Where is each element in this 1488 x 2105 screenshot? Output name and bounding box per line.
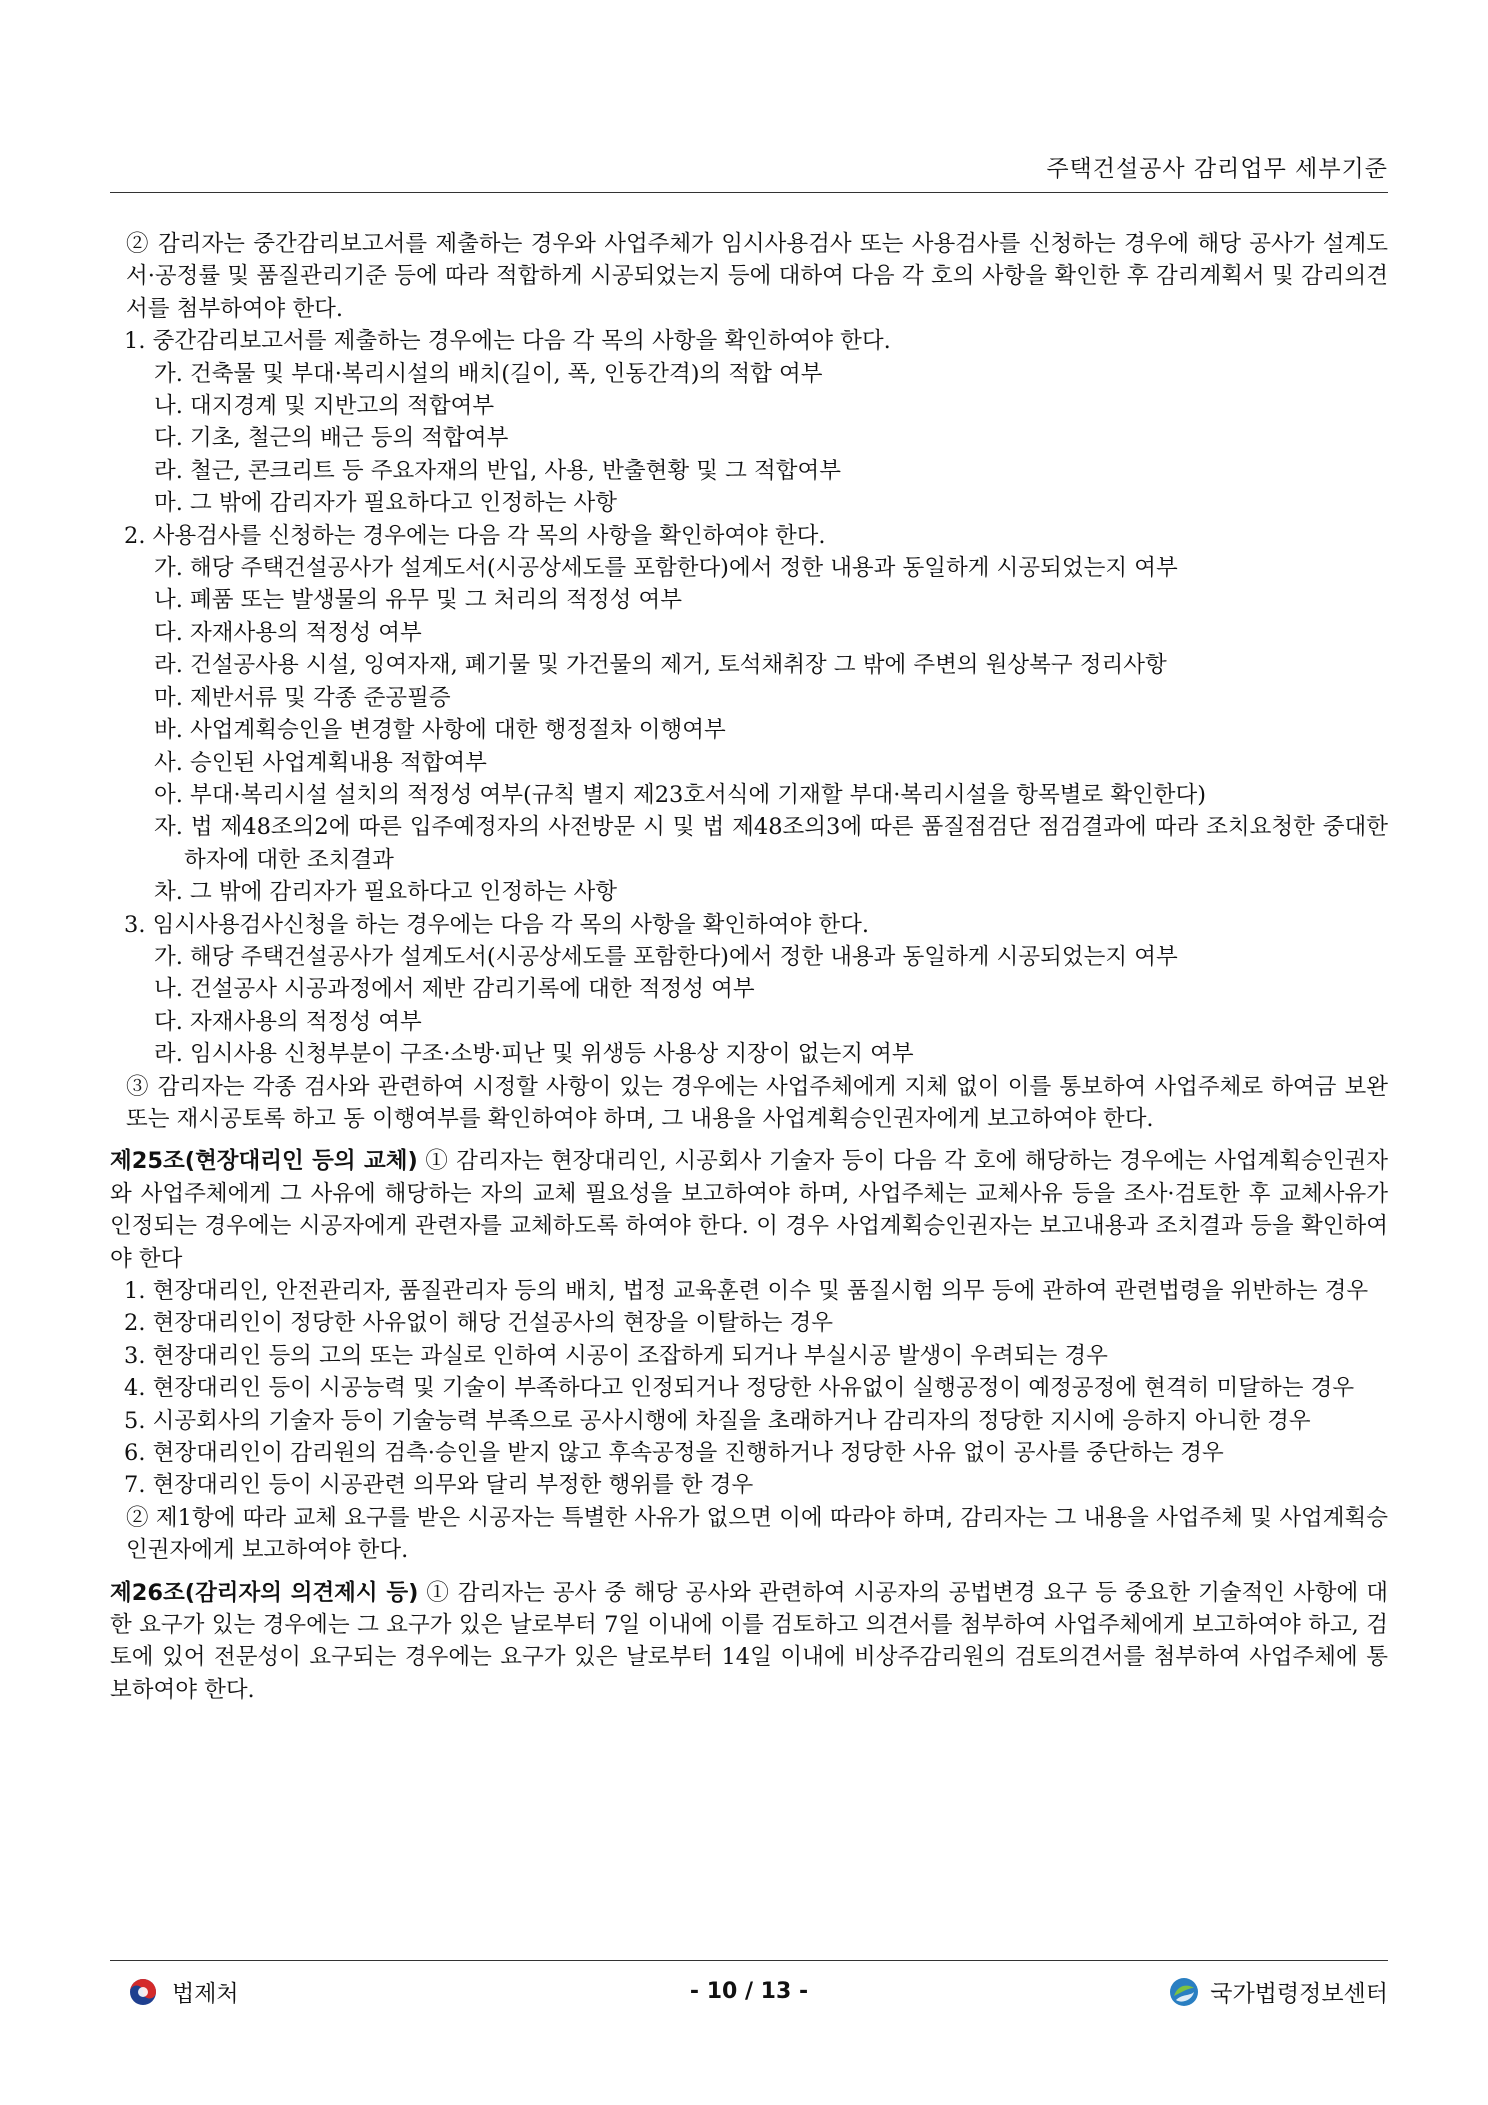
clause-paragraph: ② 제1항에 따라 교체 요구를 받은 시공자는 특별한 사유가 없으면 이에 따라야 하며, 감리자는 그 내용을 사업주체 및 사업계획승인권자에게 보고하여야 한다.	[126, 1504, 1388, 1564]
numbered-item: 7. 현장대리인 등이 시공관련 의무와 달리 부정한 행위를 한 경우	[124, 1472, 754, 1499]
document-header-title: 주택건설공사 감리업무 세부기준	[1046, 156, 1388, 182]
lettered-subitem: 다. 자재사용의 적정성 여부	[154, 1008, 422, 1035]
footer-ministry-label: 법제처	[172, 1981, 239, 2007]
clause-paragraph: ③ 감리자는 각종 검사와 관련하여 시정할 사항이 있는 경우에는 사업주체에게 지체 없이 이를 통보하여 사업주체로 하여금 보완 또는 재시공토록 하고 동 이행여부를 확인하여야 하며, 그 내용을 사업계획승인권자에게 보고하여야 한다.	[126, 1073, 1388, 1132]
article-paragraph	[110, 1577, 1388, 1707]
document-body	[110, 228, 1388, 1706]
lettered-subitem: 차. 그 밖에 감리자가 필요하다고 인정하는 사항	[154, 879, 618, 906]
numbered-item: 1. 중간감리보고서를 제출하는 경우에는 다음 각 목의 사항을 확인하여야 한다.	[124, 328, 891, 355]
page-footer	[110, 1975, 1388, 2015]
numbered-item: 5. 시공회사의 기술자 등이 기술능력 부족으로 공사시행에 차질을 초래하거나 감리자의 정당한 지시에 응하지 아니한 경우	[124, 1407, 1311, 1434]
lettered-subitem: 나. 폐품 또는 발생물의 유무 및 그 처리의 적정성 여부	[154, 587, 682, 614]
footer-center-label: 국가법령정보센터	[1210, 1981, 1388, 2007]
lettered-subitem: 가. 해당 주택건설공사가 설계도서(시공상세도를 포함한다)에서 정한 내용과 동일하게 시공되었는지 여부	[154, 943, 1178, 970]
clause-paragraph: ② 감리자는 중간감리보고서를 제출하는 경우와 사업주체가 임시사용검사 또는 사용검사를 신청하는 경우에 해당 공사가 설계도서·공정률 및 품질관리기준 등에 따라 적합하게 시공되었는지 등에 대하여 다음 각 호의 사항을 확인한 후 감리계획서 및 감리의견서를 첨부하여야 한다.	[126, 231, 1388, 322]
national-law-center-logo-icon	[1168, 1976, 1200, 2008]
lettered-subitem: 바. 사업계획승인을 변경할 사항에 대한 행정절차 이행여부	[154, 717, 726, 744]
numbered-item: 1. 현장대리인, 안전관리자, 품질관리자 등의 배치, 법정 교육훈련 이수 및 품질시험 의무 등에 관하여 관련법령을 위반하는 경우	[124, 1278, 1369, 1304]
lettered-subitem: 다. 기초, 철근의 배근 등의 적합여부	[154, 425, 509, 452]
article-title: 제26조(감리자의 의견제시 등)	[110, 1579, 419, 1606]
header-divider	[110, 192, 1388, 193]
lettered-subitem: 다. 자재사용의 적정성 여부	[154, 619, 422, 646]
numbered-item: 6. 현장대리인이 감리원의 검측·승인을 받지 않고 후속공정을 진행하거나 정당한 사유 없이 공사를 중단하는 경우	[124, 1440, 1224, 1467]
numbered-item: 2. 사용검사를 신청하는 경우에는 다음 각 목의 사항을 확인하여야 한다.	[124, 522, 826, 549]
numbered-item: 4. 현장대리인 등이 시공능력 및 기술이 부족하다고 인정되거나 정당한 사유없이 실행공정이 예정공정에 현격히 미달하는 경우	[124, 1375, 1355, 1402]
lettered-subitem: 자. 법 제48조의2에 따른 입주예정자의 사전방문 시 및 법 제48조의3에 따른 품질점검단 점검결과에 따라 조치요청한 중대한 하자에 대한 조치결과	[154, 814, 1388, 873]
lettered-subitem: 가. 건축물 및 부대·복리시설의 배치(길이, 폭, 인동간격)의 적합 여부	[154, 360, 823, 387]
article-title: 제25조(현장대리인 등의 교체)	[110, 1148, 418, 1175]
lettered-subitem: 나. 건설공사 시공과정에서 제반 감리기록에 대한 적정성 여부	[154, 976, 755, 1003]
lettered-subitem: 라. 건설공사용 시설, 잉여자재, 폐기물 및 가건물의 제거, 토석채취장 그 밖에 주변의 원상복구 정리사항	[154, 652, 1167, 679]
lettered-subitem: 마. 그 밖에 감리자가 필요하다고 인정하는 사항	[154, 490, 618, 517]
lettered-subitem: 라. 철근, 콘크리트 등 주요자재의 반입, 사용, 반출현황 및 그 적합여부	[154, 457, 841, 484]
footer-divider	[110, 1960, 1388, 1961]
page-number: - 10 / 13 -	[689, 1979, 809, 2004]
article-text: ① 감리자는 공사 중 해당 공사와 관련하여 시공자의 공법변경 요구 등 중요한 기술적인 사항에 대한 요구가 있는 경우에는 그 요구가 있은 날로부터 7일 이내에 이를 검토하고 의견서를 첨부하여 사업주체에게 보고하여야 하고, 검토에 있어 전문성이 요구되는 경우에는 요구가 있은 날로부터 14일 이내에 비상주감리원의 검토의견서를 첨부하여 사업주체에 통보하여야 한다.	[110, 1579, 1388, 1703]
lettered-subitem: 마. 제반서류 및 각종 준공필증	[154, 684, 451, 711]
lettered-subitem: 나. 대지경계 및 지반고의 적합여부	[154, 393, 495, 420]
lettered-subitem: 가. 해당 주택건설공사가 설계도서(시공상세도를 포함한다)에서 정한 내용과 동일하게 시공되었는지 여부	[154, 555, 1178, 582]
lettered-subitem: 라. 임시사용 신청부분이 구조·소방·피난 및 위생등 사용상 지장이 없는지 여부	[154, 1041, 914, 1068]
numbered-item: 2. 현장대리인이 정당한 사유없이 해당 건설공사의 현장을 이탈하는 경우	[124, 1310, 833, 1337]
numbered-item: 3. 현장대리인 등의 고의 또는 과실로 인하여 시공이 조잡하게 되거나 부실시공 발생이 우려되는 경우	[124, 1342, 1108, 1369]
article-paragraph	[110, 1145, 1388, 1275]
article-text: ① 감리자는 현장대리인, 시공회사 기술자 등이 다음 각 호에 해당하는 경우에는 사업계획승인권자와 사업주체에게 그 사유에 해당하는 자의 교체 필요성을 보고하여야 하며, 사업주체는 교체사유 등을 조사·검토한 후 교체사유가 인정되는 경우에는 시공자에게 관련자를 교체하도록 하여야 한다. 이 경우 사업계획승인권자는 보고내용과 조치결과 등을 확인하여야 한다	[110, 1148, 1388, 1272]
lettered-subitem: 사. 승인된 사업계획내용 적합여부	[154, 749, 487, 776]
numbered-item: 3. 임시사용검사신청을 하는 경우에는 다음 각 목의 사항을 확인하여야 한다.	[124, 911, 870, 938]
footer-right	[1168, 1975, 1388, 2008]
lettered-subitem: 아. 부대·복리시설 설치의 적정성 여부(규칙 별지 제23호서식에 기재할 부대·복리시설을 항목별로 확인한다)	[154, 781, 1207, 808]
